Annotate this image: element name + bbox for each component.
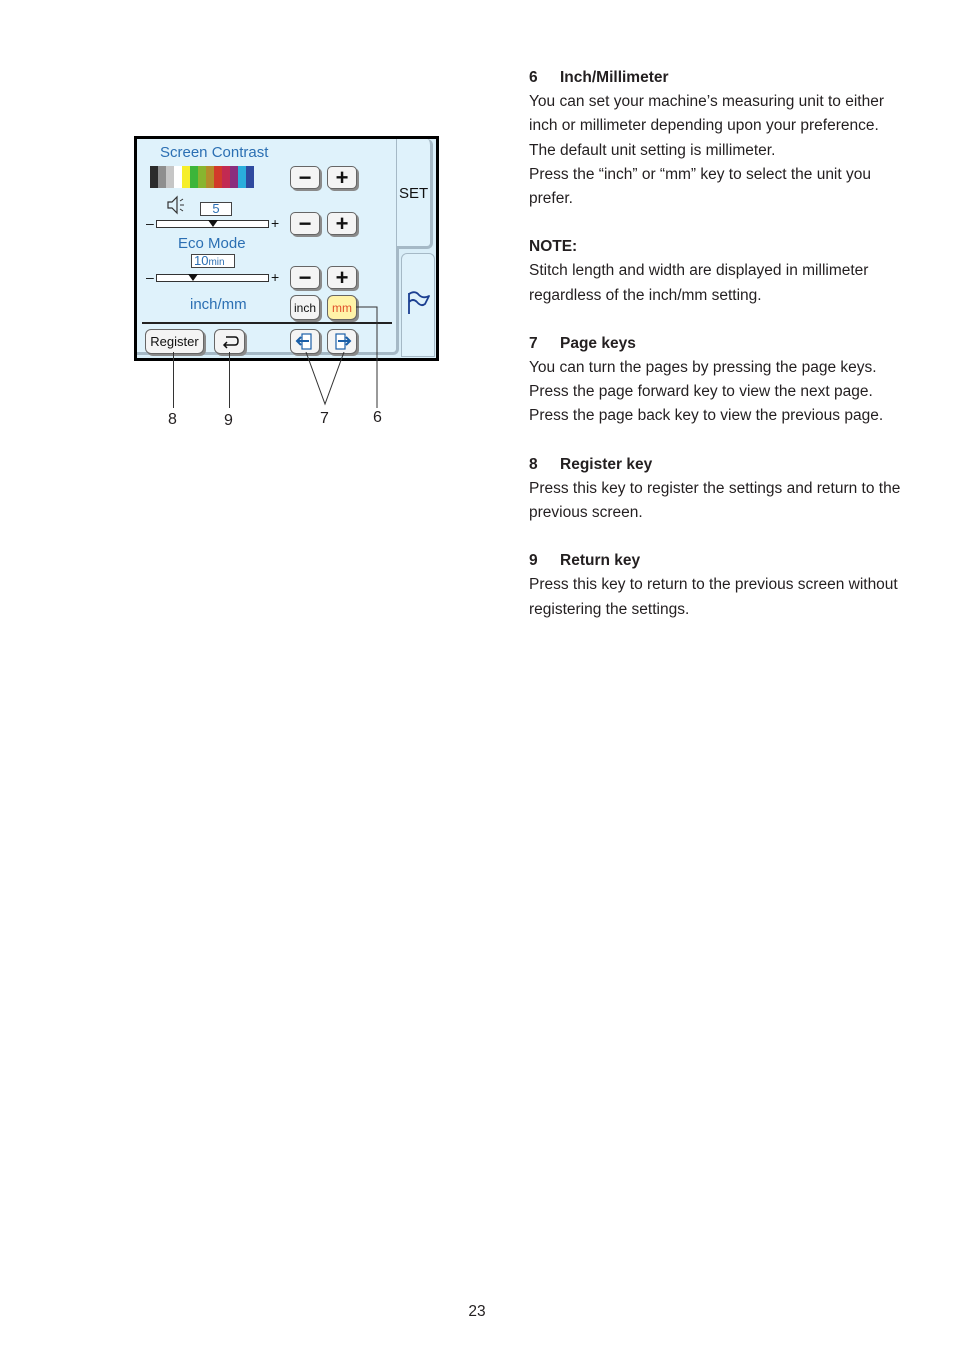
section-line: You can set your machine’s measuring unit to either: [529, 93, 884, 111]
mm-button[interactable]: mm: [327, 295, 357, 320]
section-line: The default unit setting is millimeter.: [529, 141, 776, 159]
settings-screen-illustration: [134, 136, 439, 361]
callout-line-6: [356, 306, 380, 408]
section-number: 6: [529, 69, 538, 86]
section-title: Inch/Millimeter: [560, 69, 669, 86]
section-line: previous screen.: [529, 504, 643, 522]
volume-minus-button[interactable]: [290, 212, 320, 235]
volume-slider-minus: –: [146, 215, 154, 231]
section-note: [529, 235, 929, 308]
plus-icon: +: [335, 164, 349, 190]
set-tab[interactable]: [397, 139, 433, 249]
volume-slider-thumb[interactable]: [208, 220, 218, 227]
section-line: prefer.: [529, 190, 573, 208]
flag-icon: [405, 290, 433, 316]
volume-slider-plus: +: [271, 215, 280, 231]
section-heading: [529, 66, 929, 90]
section-line: inch or millimeter depending upon your preference.: [529, 117, 879, 135]
section-number: 8: [529, 455, 538, 473]
eco-slider-thumb[interactable]: [188, 274, 198, 281]
eco-mode-unit: min: [208, 257, 225, 268]
eco-minus-button[interactable]: [290, 266, 320, 289]
screen-contrast-label: Screen Contrast: [160, 144, 269, 161]
eco-slider-minus: –: [146, 269, 154, 285]
note-heading: NOTE:: [529, 238, 578, 256]
eco-mode-label: Eco Mode: [178, 235, 246, 252]
speaker-icon: [165, 194, 187, 216]
section-line: Press the “inch” or “mm” key to select the unit you: [529, 165, 871, 183]
contrast-swatch: [150, 166, 158, 188]
page-back-button[interactable]: [290, 329, 320, 354]
contrast-swatch: [198, 166, 206, 188]
volume-plus-button[interactable]: [327, 212, 357, 235]
section-title: Return key: [560, 552, 641, 570]
settings-screen: [137, 139, 436, 358]
callout-9: 9: [224, 412, 233, 429]
section-line: You can turn the pages by pressing the page keys.: [529, 359, 877, 377]
section-line: Stitch length and width are displayed in millimeter: [529, 262, 869, 280]
contrast-swatch: [214, 166, 222, 188]
instructions-column: [529, 66, 929, 646]
return-button[interactable]: [214, 329, 245, 354]
contrast-swatch: [174, 166, 182, 188]
contrast-color-bar: [150, 166, 254, 188]
language-tab[interactable]: [401, 253, 435, 357]
contrast-swatch: [230, 166, 238, 188]
volume-slider[interactable]: [156, 220, 269, 228]
section-line: Press the page forward key to view the next page.: [529, 383, 873, 401]
section-number: 7: [529, 334, 538, 352]
section-inch-millimeter: [529, 66, 929, 211]
section-line: Press this key to return to the previous screen without: [529, 576, 898, 594]
plus-icon: +: [335, 210, 349, 236]
inch-mm-label: inch/mm: [190, 296, 247, 313]
plus-icon: +: [335, 264, 349, 290]
minus-icon: −: [298, 164, 312, 190]
eco-mode-minutes: 10: [194, 253, 209, 268]
section-heading: [529, 332, 929, 356]
section-heading: [529, 453, 929, 477]
callout-lines-7: [300, 352, 350, 408]
callout-6: 6: [373, 409, 382, 426]
section-line: registering the settings.: [529, 600, 690, 618]
section-line: Press the page back key to view the previous page.: [529, 407, 884, 425]
section-title: Page keys: [560, 334, 636, 352]
contrast-plus-button[interactable]: [327, 166, 357, 189]
volume-value: 5: [200, 202, 232, 216]
callout-7: 7: [320, 410, 329, 427]
set-tab-label: SET: [399, 185, 429, 202]
inch-button[interactable]: inch: [290, 295, 320, 320]
section-return-key: [529, 549, 929, 622]
contrast-swatch: [190, 166, 198, 188]
eco-slider-plus: +: [271, 269, 280, 285]
contrast-minus-button[interactable]: [290, 166, 320, 189]
page-number: 23: [468, 1303, 486, 1320]
eco-plus-button[interactable]: [327, 266, 357, 289]
contrast-swatch: [238, 166, 246, 188]
section-register-key: [529, 453, 929, 526]
divider: [142, 322, 392, 324]
return-icon: [220, 334, 240, 350]
callout-8: 8: [168, 411, 177, 428]
contrast-swatch: [246, 166, 254, 188]
eco-mode-value: [191, 254, 235, 268]
section-line: regardless of the inch/mm setting.: [529, 286, 762, 304]
minus-icon: −: [298, 264, 312, 290]
callout-line-9: [229, 352, 230, 408]
callout-line-8: [173, 352, 174, 408]
section-line: Press this key to register the settings and return to the: [529, 479, 901, 497]
minus-icon: −: [298, 210, 312, 236]
register-button[interactable]: Register: [145, 329, 204, 354]
section-heading: [529, 549, 929, 573]
section-title: Register key: [560, 455, 653, 473]
contrast-swatch: [182, 166, 190, 188]
page-back-icon: [294, 332, 316, 352]
page-forward-button[interactable]: [327, 329, 357, 354]
contrast-swatch: [222, 166, 230, 188]
eco-mode-slider[interactable]: [156, 274, 269, 282]
section-page-keys: [529, 332, 929, 429]
section-number: 9: [529, 552, 538, 570]
contrast-swatch: [206, 166, 214, 188]
contrast-swatch: [166, 166, 174, 188]
contrast-swatch: [158, 166, 166, 188]
page-forward-icon: [331, 332, 353, 352]
